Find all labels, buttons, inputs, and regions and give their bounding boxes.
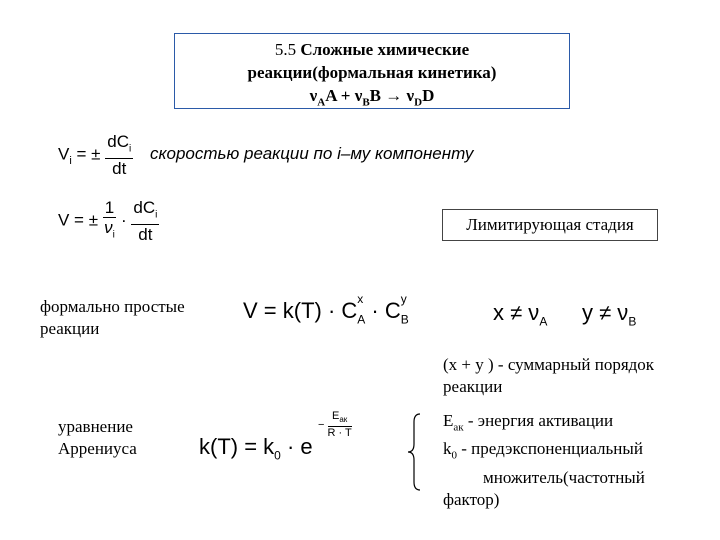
activation-notes bbox=[443, 410, 645, 511]
arrhenius-label: уравнение Аррениуса bbox=[58, 417, 137, 458]
eq2-fraction-1: $\frac{1}{\nu_i}$ bbox=[104, 198, 115, 241]
title-line1 bbox=[175, 38, 569, 61]
eq1-fraction: $\frac{dC_i}{dt}$ bbox=[107, 132, 132, 179]
arrhenius-exponent: − $\frac{E_{ак}}{R \cdot T}$ bbox=[318, 410, 352, 440]
note-k0-line3: фактор) bbox=[443, 489, 500, 509]
total-order-note: (x + y ) - суммарный порядок реакции bbox=[443, 355, 655, 396]
eq2-fraction-2: $\frac{dC_i}{dt}$ bbox=[133, 198, 158, 245]
section-number: 5.5 bbox=[274, 40, 297, 59]
simple-reactions-label: формально простые реакции bbox=[40, 297, 185, 338]
title-line2: реакции(формальная кинетика) bbox=[247, 63, 497, 82]
eq1-lhs: V bbox=[58, 144, 70, 164]
note-k0-line2: множитель(частотный bbox=[483, 467, 645, 487]
rate-equation-i: $V_i$ = ± $\frac{dC_i}{dt}$ bbox=[58, 132, 132, 179]
rate-equation-general: V = ± $\frac{1}{\nu_i}$ · $\frac{dC_i}{dt}$ bbox=[58, 198, 158, 245]
title-text-1: Сложные химические bbox=[300, 40, 470, 59]
title-box bbox=[174, 33, 570, 109]
eq1-pm: = ± bbox=[76, 144, 101, 164]
inequality-x: $x \ne \nu_A$ bbox=[493, 300, 548, 329]
inequality-y: $y \ne \nu_B$ bbox=[582, 300, 637, 329]
eq2-lhs: V = ± bbox=[58, 210, 99, 230]
eq1-description: скоростью реакции по i–му компоненту bbox=[150, 144, 474, 163]
note-e-ak: $E_{ак}$ - энергия активации bbox=[443, 411, 614, 434]
rate-law-equation: $V = k(T) \cdot C_A$ x · $C_B$ y bbox=[243, 292, 409, 327]
arrhenius-equation: $k(T) = k_0 \cdot e$ bbox=[199, 434, 313, 463]
limiting-stage-box: Лимитирующая стадия bbox=[442, 209, 658, 241]
curly-brace-icon bbox=[406, 412, 422, 492]
title-reaction: $\nu_AA + \nu_BB \to \nu_DD$ bbox=[309, 86, 435, 109]
note-k0: $k_0$ - предэкспоненциальный bbox=[443, 439, 643, 462]
